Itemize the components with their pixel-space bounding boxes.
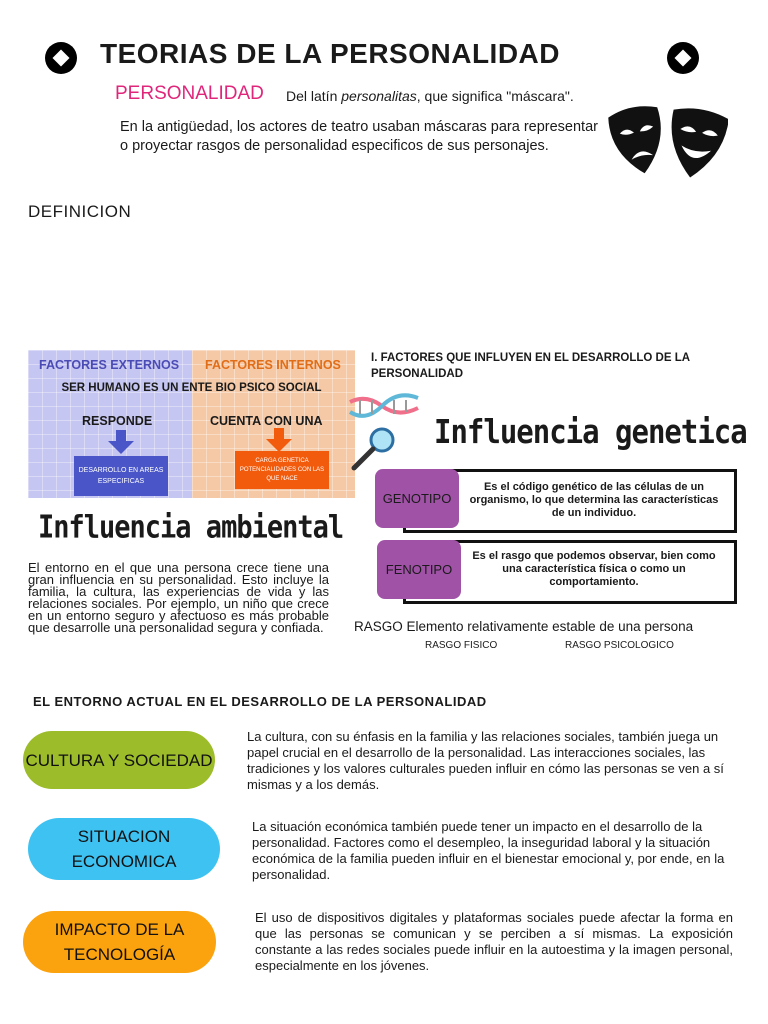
responde-label: RESPONDE [82, 414, 153, 428]
influencia-genetica-title: Influencia genetica [434, 412, 747, 452]
fenotipo-definition: Es el rasgo que podemos observar, bien como una característica física o como un comportamiento. [472, 550, 716, 588]
diamond-bullet-icon [45, 42, 77, 74]
cultura-sociedad-pill: CULTURA Y SOCIEDAD [23, 731, 215, 789]
page-title: TEORIAS DE LA PERSONALIDAD [100, 38, 560, 69]
arrow-down-icon [266, 428, 292, 452]
desarrollo-box: DESARROLLO EN AREAS ESPECIFICAS [74, 456, 168, 496]
ser-humano-label: SER HUMANO ES UN ENTE BIO PSICO SOCIAL [61, 382, 322, 394]
fenotipo-label: FENOTIPO [377, 540, 461, 599]
influencia-ambiental-title: Influencia ambiental [38, 510, 344, 546]
factores-title: I. FACTORES QUE INFLUYEN EN EL DESARROLLO DE LA PERSONALIDAD [371, 352, 690, 380]
influencia-ambiental-text: El entorno en el que una persona crece tiene una gran influencia en su personalidad. Esto incluye la familia, la cultura, las experiencias de vida y las relaciones sociales. Por ejemplo, un niño que crece en un entorno seguro y afectuoso es más probable que desarrolle una personalidad segura y confiada. [28, 560, 329, 635]
dna-magnifier-icon [346, 392, 430, 474]
cultura-sociedad-text: La cultura, con su énfasis en la familia y las relaciones sociales, también juega un papel crucial en el desarrollo de la personalidad. Las interacciones sociales, las tradiciones y los valores culturales pueden influir en cómo las personas se ven a sí mismas y a los demás. [247, 729, 724, 792]
genotipo-definition: Es el código genético de las células de un organismo, lo que determina las características de un individuo. [469, 481, 719, 519]
personalidad-word: PERSONALIDAD [115, 83, 264, 104]
cuenta-label: CUENTA CON UNA [210, 414, 323, 428]
impacto-tecnologia-pill: IMPACTO DE LA TECNOLOGÍA [23, 911, 216, 973]
entorno-section-title: EL ENTORNO ACTUAL EN EL DESARROLLO DE LA PERSONALIDAD [33, 694, 487, 709]
arrow-down-icon [108, 430, 134, 454]
carga-genetica-box: CARGA GENETICA POTENCIALIDADES CON LAS QUE NACE [235, 451, 329, 489]
rasgo-fisico: RASGO FISICO [425, 640, 498, 651]
rasgo-psicologico: RASGO PSICOLOGICO [565, 640, 674, 651]
intro-paragraph: En la antigüedad, los actores de teatro usaban máscaras para representar o proyectar rasgos de personalidad especificos de sus personajes. [120, 119, 598, 154]
situacion-economica-pill: SITUACION ECONOMICA [28, 818, 220, 880]
theatre-masks-icon [608, 102, 728, 186]
situacion-economica-text: La situación económica también puede tener un impacto en el desarrollo de la personalidad. Factores como el desempleo, la inseguridad laboral y la situación económica de la familia pueden influir en el bienestar emocional y, por ende, en la personalidad. [252, 819, 725, 882]
factores-externos-heading: FACTORES EXTERNOS [39, 358, 180, 372]
factores-internos-heading: FACTORES INTERNOS [205, 358, 341, 372]
diamond-bullet-icon [667, 42, 699, 74]
definicion-heading: DEFINICION [28, 202, 132, 221]
impacto-tecnologia-text: El uso de dispositivos digitales y plataformas sociales puede afectar la forma en que las personas se comunican y se perciben a sí mismas. La exposición constante a las redes sociales puede influir en la autoestima y la imagen personal, especialmente en los jóvenes. [255, 910, 733, 973]
personalidad-etymology: Del latín personalitas, que significa "máscara". [286, 88, 574, 104]
rasgo-definition: RASGO Elemento relativamente estable de una persona [354, 619, 694, 634]
genotipo-label: GENOTIPO [375, 469, 459, 528]
